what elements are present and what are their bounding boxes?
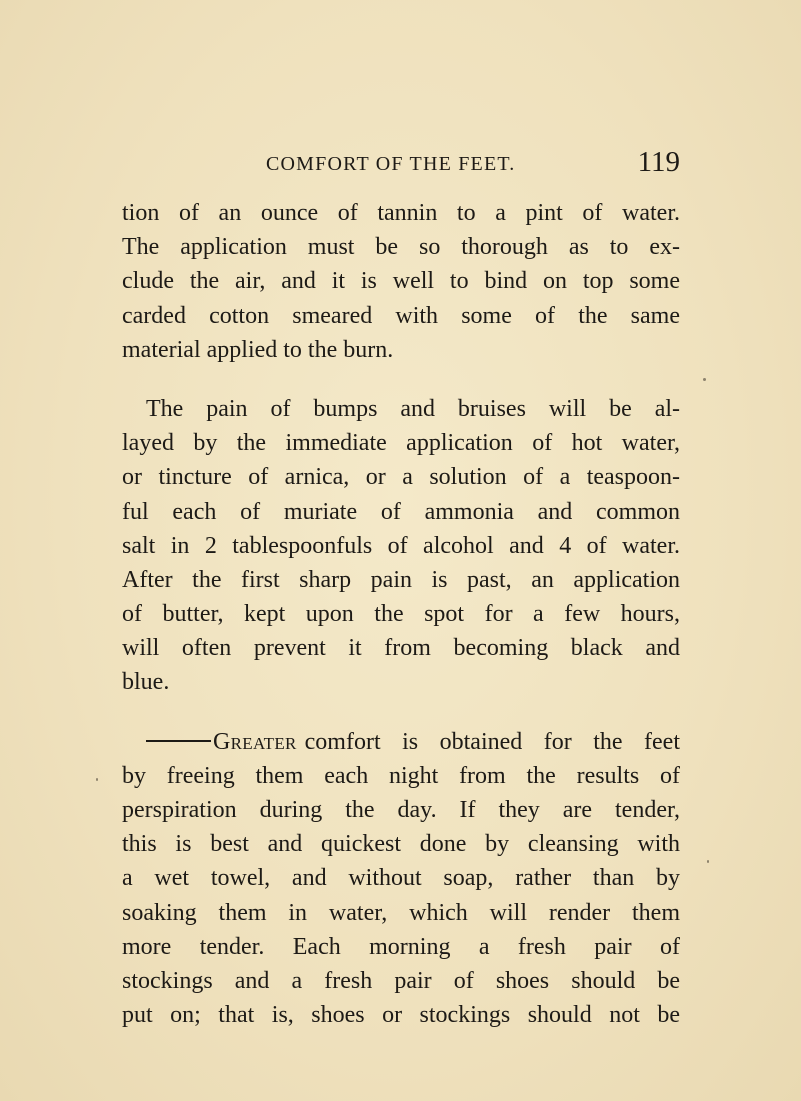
paragraph-3 [122,725,680,1033]
text-line: by freeing them each night from the results of [122,762,680,789]
text-line: perspiration during the day. If they are tender, [122,797,680,823]
paragraph-1 [122,196,680,367]
text-line: or tincture of arnica, or a solution of a teaspoon- [122,464,680,491]
text-line: ful each of muriate of ammonia and common [122,498,680,525]
text-line: a wet towel, and without soap, rather than by [122,865,680,892]
paper-speck [703,378,706,381]
paper-speck [96,778,98,781]
text-line: The application must be so thorough as to ex- [122,234,680,261]
text-line: material applied to the burn. [122,336,394,363]
page-header [120,146,680,184]
text-line: soaking them in water, which will render them [122,899,680,926]
text-line: clude the air, and it is well to bind on top some [122,268,680,295]
paragraph-gap [122,700,680,725]
running-title: COMFORT OF THE FEET. [266,153,516,175]
text-line: After the first sharp pain is past, an application [122,566,680,593]
em-dash-rule [146,740,211,741]
text-line: more tender. Each morning a fresh pair of [122,933,680,960]
section-lead-line [122,725,680,759]
text-line: tion of an ounce of tannin to a pint of water. [122,200,680,226]
paragraph-2 [122,392,680,700]
text-line: blue. [122,669,170,696]
paper-speck [707,860,709,863]
text-line: will often prevent it from becoming black and [122,635,680,662]
text-line: salt in 2 tablespoonfuls of alcohol and 4 of water. [122,532,680,559]
text-line: put on; that is, shoes or stockings should not be [122,1002,680,1029]
paragraph-gap [122,367,680,392]
text-line: this is best and quickest done by cleansing with [122,831,680,858]
text-line: comfort is obtained for the feet [304,728,680,755]
text-line: layed by the immediate application of hot water, [122,430,680,457]
body-text [122,196,680,1032]
text-line: carded cotton smeared with some of the same [122,302,680,329]
text-line: stockings and a fresh pair of shoes should be [122,967,680,994]
page-number: 119 [637,146,680,178]
section-lead-word: Greater [213,728,297,755]
text-line: The pain of bumps and bruises will be al- [146,395,680,422]
text-line: of butter, kept upon the spot for a few hours, [122,601,680,628]
